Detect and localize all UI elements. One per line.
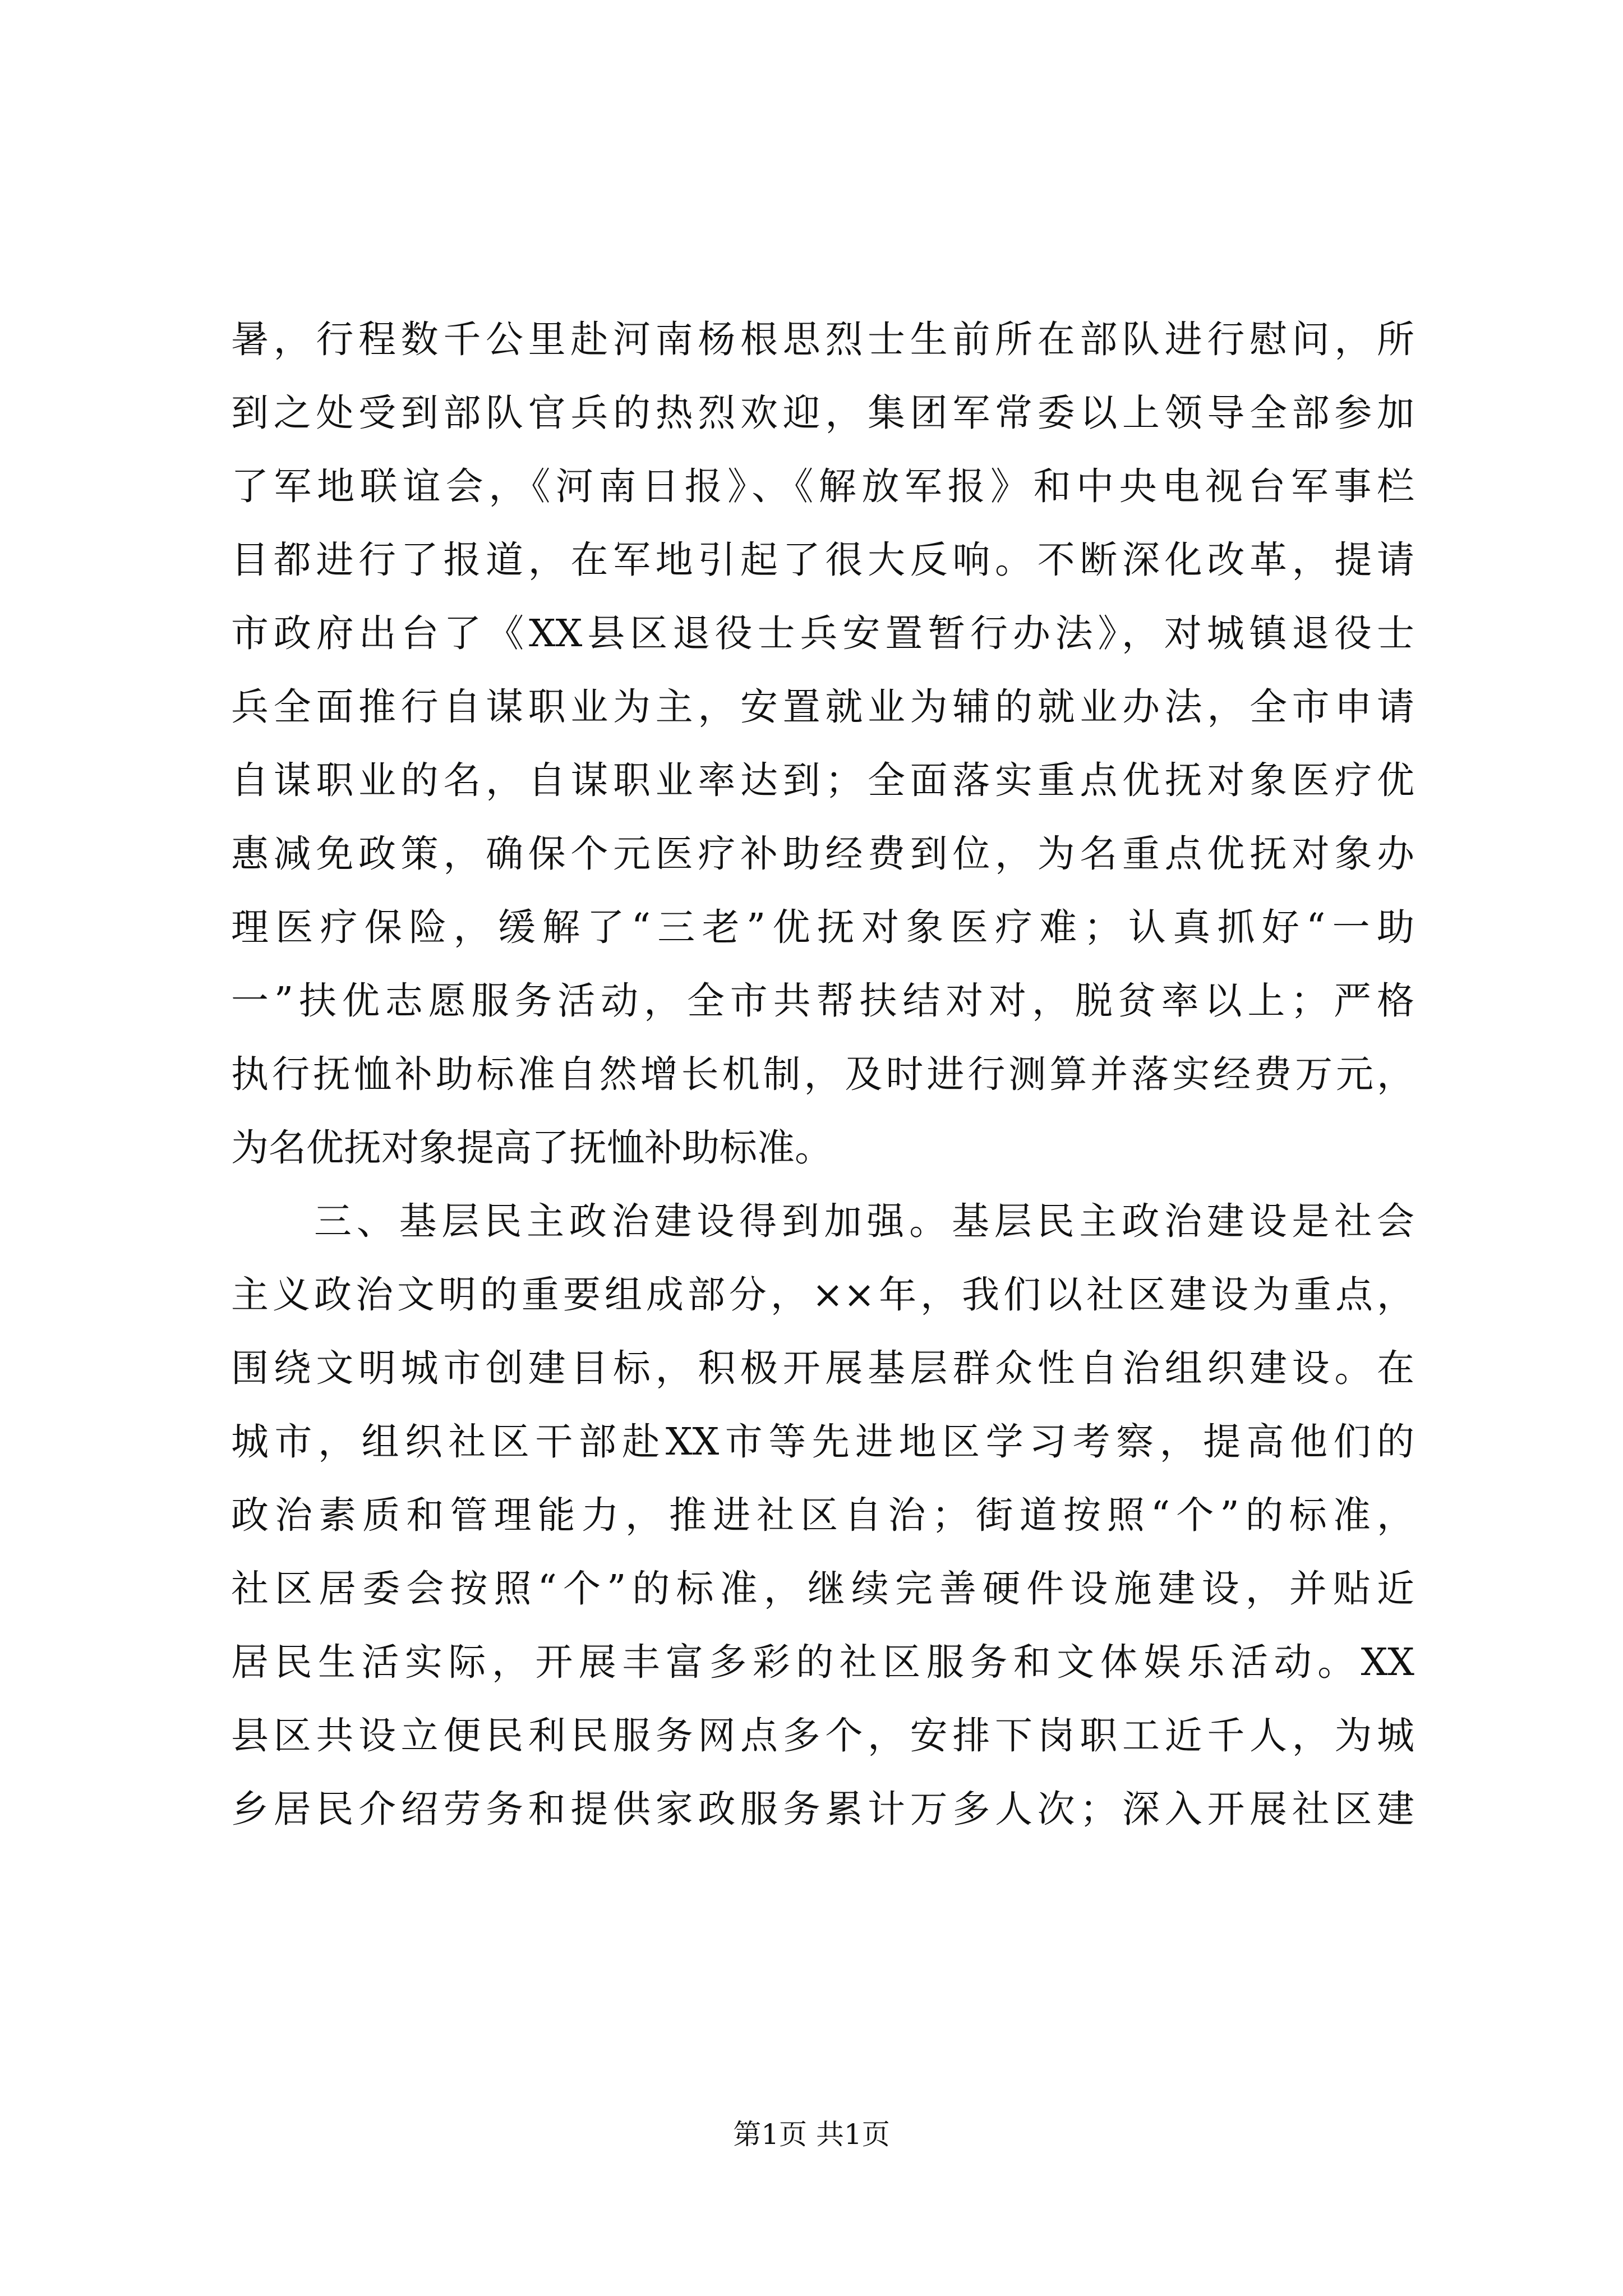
paragraph-three — [231, 1185, 1414, 1846]
text-line: 执行抚恤补助标准自然增长机制，及时进行测算并落实经费万元， — [231, 1052, 1414, 1096]
page-number-label: 第1页 共1页 — [733, 2118, 890, 2151]
text-line: 市政府出台了《XX县区退役士兵安置暂行办法》，对城镇退役士 — [231, 611, 1414, 655]
text-line: 兵全面推行自谋职业为主，安置就业为辅的就业办法，全市申请 — [231, 685, 1414, 729]
text-line: 暑，行程数千公里赴河南杨根思烈士生前所在部队进行慰问，所 — [231, 318, 1414, 361]
text-line: 三、基层民主政治建设得到加强。基层民主政治建设是社会 — [314, 1199, 1414, 1243]
text-line: 居民生活实际，开展丰富多彩的社区服务和文体娱乐活动。XX — [231, 1640, 1414, 1684]
text-line: 了军地联谊会，《河南日报》、《解放军报》和中央电视台军事栏 — [231, 464, 1414, 508]
document-body — [231, 303, 1414, 1846]
text-line: 惠减免政策，确保个元医疗补助经费到位，为名重点优抚对象办 — [231, 832, 1414, 876]
text-line: 城市，组织社区干部赴XX市等先进地区学习考察，提高他们的 — [231, 1420, 1414, 1464]
text-line: 围绕文明城市创建目标，积极开展基层群众性自治组织建设。在 — [231, 1346, 1414, 1390]
text-line: 到之处受到部队官兵的热烈欢迎，集团军常委以上领导全部参加 — [231, 391, 1414, 435]
text-line: 目都进行了报道，在军地引起了很大反响。不断深化改革，提请 — [231, 538, 1414, 582]
text-line: 自谋职业的名，自谋职业率达到；全面落实重点优抚对象医疗优 — [231, 758, 1414, 802]
paragraph-continued — [231, 303, 1414, 1185]
text-line: 乡居民介绍劳务和提供家政服务累计万多人次；深入开展社区建 — [231, 1787, 1414, 1831]
text-line: 主义政治文明的重要组成部分，××年，我们以社区建设为重点， — [231, 1273, 1414, 1317]
text-line: 政治素质和管理能力，推进社区自治；街道按照“个”的标准， — [231, 1493, 1414, 1537]
text-line: 理医疗保险，缓解了“三老”优抚对象医疗难；认真抓好“一助 — [231, 905, 1414, 949]
text-line: 社区居委会按照“个”的标准，继续完善硬件设施建设，并贴近 — [231, 1567, 1414, 1611]
text-line: 为名优抚对象提高了抚恤补助标准。 — [231, 1126, 832, 1170]
text-line: 县区共设立便民利民服务网点多个，安排下岗职工近千人，为城 — [231, 1714, 1414, 1757]
text-line: 一”扶优志愿服务活动，全市共帮扶结对对，脱贫率以上；严格 — [231, 979, 1414, 1023]
page-footer — [0, 2118, 1623, 2151]
